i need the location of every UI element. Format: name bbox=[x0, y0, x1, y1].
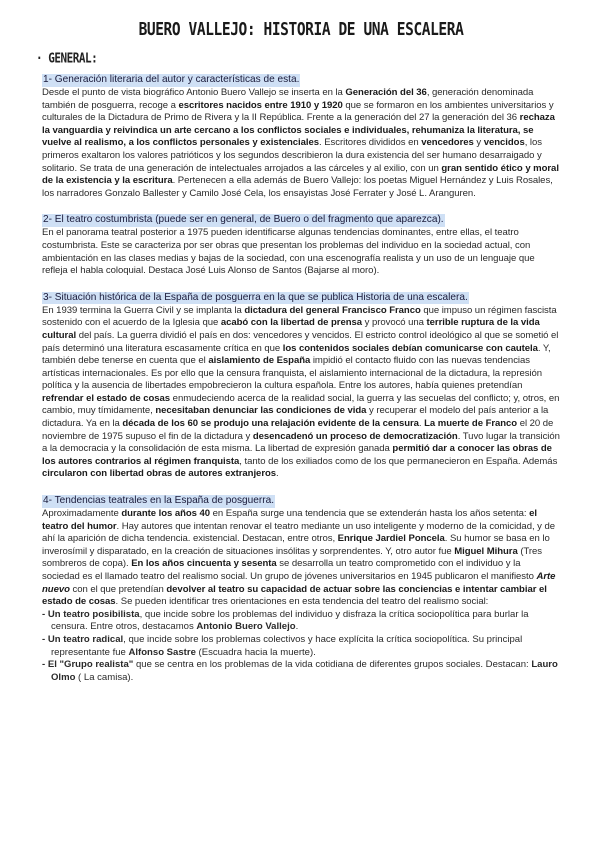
emphasis-text: permitió dar a conocer las obras de los autores contrarios al régimen franquista bbox=[42, 443, 552, 467]
section-body bbox=[42, 305, 560, 481]
emphasis-text: terrible ruptura de la vida cultural bbox=[42, 317, 540, 341]
text-run: En el panorama teatral posterior a 1975 pueden identificarse algunas tendencias dominantes, entre ellas, el teatro costumbrista. Este se caracteriza por ser obras que presentan los problemas del individuo en la sociedad actual, con ambientación en las clases medias y bajas de la sociedad, con una escenografía realista y un uso de un lenguaje que refleja el habla coloquial. Destaca José Luis Alonso de Santos (Bajarse al moro). bbox=[42, 227, 535, 277]
text-run: , tanto de los exiliados como de los que permanecieron en España. Además bbox=[239, 455, 558, 467]
emphasis-text: Lauro Olmo bbox=[51, 659, 558, 683]
emphasis-text: La muerte de Franco bbox=[424, 418, 518, 430]
text-run: Desde el punto de vista biográfico Antonio Buero Vallejo se inserta en la bbox=[42, 87, 346, 98]
list-item bbox=[42, 634, 560, 659]
emphasis-text: vencidos bbox=[483, 137, 525, 149]
emphasis-text: los contenidos sociales debían comunicarse con cautela bbox=[282, 342, 538, 354]
emphasis-text: rechaza la vanguardia y reivindica un arte cercano a los conflictos sociales e individuales, rehumaniza la literatura, se vuelve al realismo, a los conflictos personales y existenciales bbox=[42, 112, 555, 149]
text-run: y recuperar el modelo del país anterior a la dictadura. Ya en la bbox=[42, 405, 549, 430]
emphasis-text: década de los 60 se produjo una relajación evidente de la censura bbox=[122, 418, 419, 430]
text-run: . Escritores divididos en bbox=[319, 137, 422, 149]
emphasis-text: - El "Grupo realista" bbox=[42, 659, 134, 671]
theatre-orientations-list bbox=[42, 609, 560, 685]
text-run: . Tuvo lugar la transición a la democracia y la consolidación de esta misma. La libertad de expresión ganada bbox=[42, 430, 560, 455]
text-run: . Hay autores que intentan renovar el teatro mediante un uso inteligente y moderno de la comicidad, y de ahí la aparición de dicha tendencia. existencial. Destacan, entre otros, bbox=[42, 520, 556, 545]
general-label: · GENERAL: bbox=[36, 50, 98, 67]
text-run: con el que pretendían bbox=[69, 583, 167, 595]
text-run: en España surge una tendencia que se extenderán hasta los años setenta: bbox=[210, 508, 530, 520]
emphasis-text: - Un teatro posibilista bbox=[42, 608, 140, 620]
emphasis-text: Enrique Jardiel Poncela bbox=[337, 533, 445, 545]
emphasis-text: Alfonso Sastre bbox=[128, 646, 196, 658]
text-run: En 1939 termina la Guerra Civil y se implanta la bbox=[42, 304, 245, 316]
list-item bbox=[42, 609, 560, 634]
emphasis-text: refrendar el estado de cosas bbox=[42, 392, 171, 404]
emphasis-text: Arte nuevo bbox=[42, 571, 556, 595]
text-run: , que incide sobre los problemas colectivos y hace explícita la crítica sociopolítica. Su principal representante fue bbox=[51, 633, 523, 658]
text-run: . Su humor se basa en lo inverosímil y disparatado, en la creación de situaciones insólitas y sorprendentes. Y, otro autor fue bbox=[42, 533, 550, 557]
text-run: ( La camisa). bbox=[75, 671, 134, 683]
section-1 bbox=[42, 69, 560, 200]
emphasis-text: dictadura del general Francisco Franco bbox=[244, 304, 421, 316]
text-run: enmudeciendo acerca de la realidad social, la guerra y las secuelas del conflicto; y, otros, en cambio, muy tímidamente, bbox=[42, 392, 560, 417]
emphasis-text: desencadenó un proceso de democratización bbox=[252, 430, 458, 442]
text-run: . bbox=[418, 418, 425, 430]
emphasis-text: Antonio Buero Vallejo bbox=[196, 621, 296, 633]
section-body bbox=[42, 508, 560, 609]
emphasis-text: Miguel Mihura bbox=[454, 545, 518, 557]
section-body bbox=[42, 227, 560, 277]
section-3 bbox=[42, 287, 560, 481]
text-run: impidió el contacto fluido con las nuevas tendencias artísticas internacionales. Es por ello que la censura franquista, el aislamiento internacional de la dictadura, la represión política y la ausencia de libertades empobrecieron la cultura española. Entre los autores, había quienes pretendían bbox=[42, 355, 543, 392]
section-heading: 4- Tendencias teatrales en la España de posguerra. bbox=[43, 495, 275, 507]
text-run: . Y, también debe tenerse en cuenta que el bbox=[42, 342, 551, 367]
text-run: (Tres sombreros de copa). bbox=[42, 545, 543, 570]
emphasis-text: el teatro del humor bbox=[42, 508, 537, 532]
section-heading: 2- El teatro costumbrista (puede ser en general, de Buero o del fragmento que aparezca). bbox=[43, 214, 444, 226]
emphasis-text: circularon con libertad obras de autores extranjeros bbox=[42, 468, 277, 480]
emphasis-text: Generación del 36 bbox=[345, 87, 427, 98]
text-run: que impuso un régimen fascista sostenido con el acuerdo de la Iglesia que bbox=[42, 304, 557, 329]
section-4 bbox=[42, 490, 560, 684]
document-title: BUERO VALLEJO: HISTORIA DE UNA ESCALERA bbox=[138, 20, 464, 40]
text-run: . Pertenecen a ella además de Buero Vallejo: los poetas Miguel Hernández y Luis Rosales, los narradores Gonzalo Ballester y Camilo José Cela, los ensayistas José Ferrater y José L. Aranguren. bbox=[42, 175, 553, 199]
text-run: . bbox=[276, 468, 279, 480]
emphasis-text: En los años cincuenta y sesenta bbox=[131, 558, 277, 570]
section-heading: 1- Generación literaria del autor y características de esta. bbox=[43, 74, 300, 85]
emphasis-text: - Un teatro radical bbox=[42, 633, 124, 645]
text-run: del país. La guerra dividió el país en dos: vencedores y vencidos. El estricto control ideológico al que se sometió el país determinó una literatura escasamente crítica en que bbox=[42, 329, 559, 354]
emphasis-text: aislamiento de España bbox=[208, 355, 311, 367]
section-2 bbox=[42, 209, 560, 277]
emphasis-text: gran sentido ético y moral de la existencia y la escritura bbox=[42, 162, 559, 187]
text-run: . bbox=[295, 621, 299, 633]
text-run: , que incide sobre los problemas del individuo y disfraza la crítica sociopolítica para burlar la censura. Entre otros, destacamos bbox=[51, 608, 529, 633]
emphasis-text: acabó con la libertad de prensa bbox=[220, 317, 363, 329]
text-run: y bbox=[473, 137, 484, 149]
emphasis-text: durante los años 40 bbox=[121, 508, 211, 520]
emphasis-text: escritores nacidos entre 1910 y 1920 bbox=[178, 99, 343, 111]
section-heading: 3- Situación histórica de la España de posguerra en la que se publica Historia de una escalera. bbox=[43, 291, 468, 303]
emphasis-text: necesitaban denunciar las condiciones de vida bbox=[155, 405, 367, 417]
emphasis-text: vencedores bbox=[421, 137, 474, 149]
text-run: y provocó una bbox=[362, 317, 427, 329]
text-run: el 20 de noviembre de 1975 supuso el fin de la dictadura y bbox=[42, 418, 554, 442]
section-body bbox=[42, 87, 560, 200]
text-run: Aproximadamente bbox=[42, 508, 122, 520]
list-item bbox=[42, 659, 560, 684]
text-run: se desarrolla un teatro comprometido con el individuo y la sociedad es el llamado teatro del realismo social. Un grupo de jóvenes universitarios en 1945 publicaron el manifiesto bbox=[42, 558, 537, 582]
text-run: . Se pueden identificar tres orientaciones en esta tendencia del teatro del realismo social: bbox=[115, 596, 489, 608]
text-run: , los primeros exaltaron los valores patrióticos y los segundos describieron la dura existencia del ser humano desarraigado y solitario. Se trata de una generación de intelectuales arrojados a las cárceles y al exilio, con un bbox=[42, 137, 542, 174]
text-run: , generación denominada también de posguerra, recoge a bbox=[42, 87, 534, 111]
text-run: (Escuadra hacia la muerte). bbox=[195, 646, 316, 658]
text-run: que se formaron en los ambientes universitarios y culturales de la Dictadura de Primo de Rivera y la II República. Frente a la generación del 27 la generación del 36 bbox=[42, 99, 554, 124]
text-run: que se centra en los problemas de la vida cotidiana de diferentes grupos sociales. Destacan: bbox=[133, 659, 532, 671]
emphasis-text: devolver al teatro su capacidad de actuar sobre las conciencias e intentar cambiar el estado de cosas bbox=[42, 583, 547, 608]
